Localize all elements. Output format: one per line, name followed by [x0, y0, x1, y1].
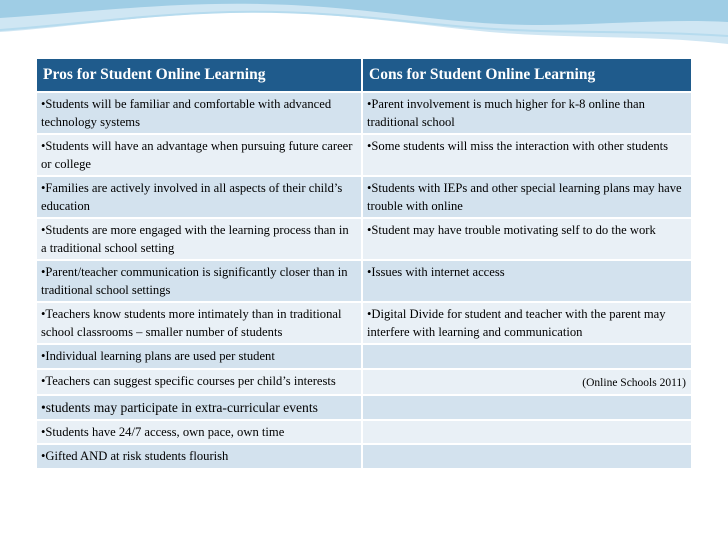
pro-cell: •Teachers can suggest specific courses per child’s interests	[37, 369, 362, 396]
pros-cons-table-container	[37, 59, 691, 468]
con-cell	[362, 420, 691, 445]
con-cell	[362, 344, 691, 369]
pro-cell: •Teachers know students more intimately than in traditional school classrooms – smaller number of students	[37, 302, 362, 344]
pros-column-header: Pros for Student Online Learning	[37, 59, 362, 92]
citation: (Online Schools 2011)	[582, 376, 686, 389]
con-cell	[362, 369, 691, 396]
pro-cell: •Students will have an advantage when pursuing future career or college	[37, 134, 362, 176]
pros-cons-table	[37, 59, 691, 468]
table-row	[37, 134, 691, 176]
table-header-row	[37, 59, 691, 92]
table-row	[37, 369, 691, 396]
table-row	[37, 444, 691, 468]
con-cell: •Issues with internet access	[362, 260, 691, 302]
con-cell: •Parent involvement is much higher for k-8 online than traditional school	[362, 92, 691, 134]
table-row	[37, 344, 691, 369]
pro-cell: •Individual learning plans are used per student	[37, 344, 362, 369]
pro-cell: •Students have 24/7 access, own pace, own time	[37, 420, 362, 445]
table-row	[37, 420, 691, 445]
pro-cell: •Students will be familiar and comfortable with advanced technology systems	[37, 92, 362, 134]
pro-cell: •Parent/teacher communication is significantly closer than in traditional school settings	[37, 260, 362, 302]
con-cell	[362, 444, 691, 468]
pro-cell: •students may participate in extra-curricular events	[37, 395, 362, 420]
pro-cell: •Families are actively involved in all aspects of their child’s education	[37, 176, 362, 218]
table-row	[37, 176, 691, 218]
table-row	[37, 260, 691, 302]
con-cell: •Student may have trouble motivating self to do the work	[362, 218, 691, 260]
table-row	[37, 218, 691, 260]
cons-column-header: Cons for Student Online Learning	[362, 59, 691, 92]
pro-cell: •Gifted AND at risk students flourish	[37, 444, 362, 468]
table-row	[37, 395, 691, 420]
con-cell: •Digital Divide for student and teacher with the parent may interfere with learning and communication	[362, 302, 691, 344]
con-cell: •Some students will miss the interaction with other students	[362, 134, 691, 176]
pro-cell: •Students are more engaged with the learning process than in a traditional school setting	[37, 218, 362, 260]
con-cell: •Students with IEPs and other special learning plans may have trouble with online	[362, 176, 691, 218]
table-row	[37, 92, 691, 134]
table-row	[37, 302, 691, 344]
con-cell	[362, 395, 691, 420]
